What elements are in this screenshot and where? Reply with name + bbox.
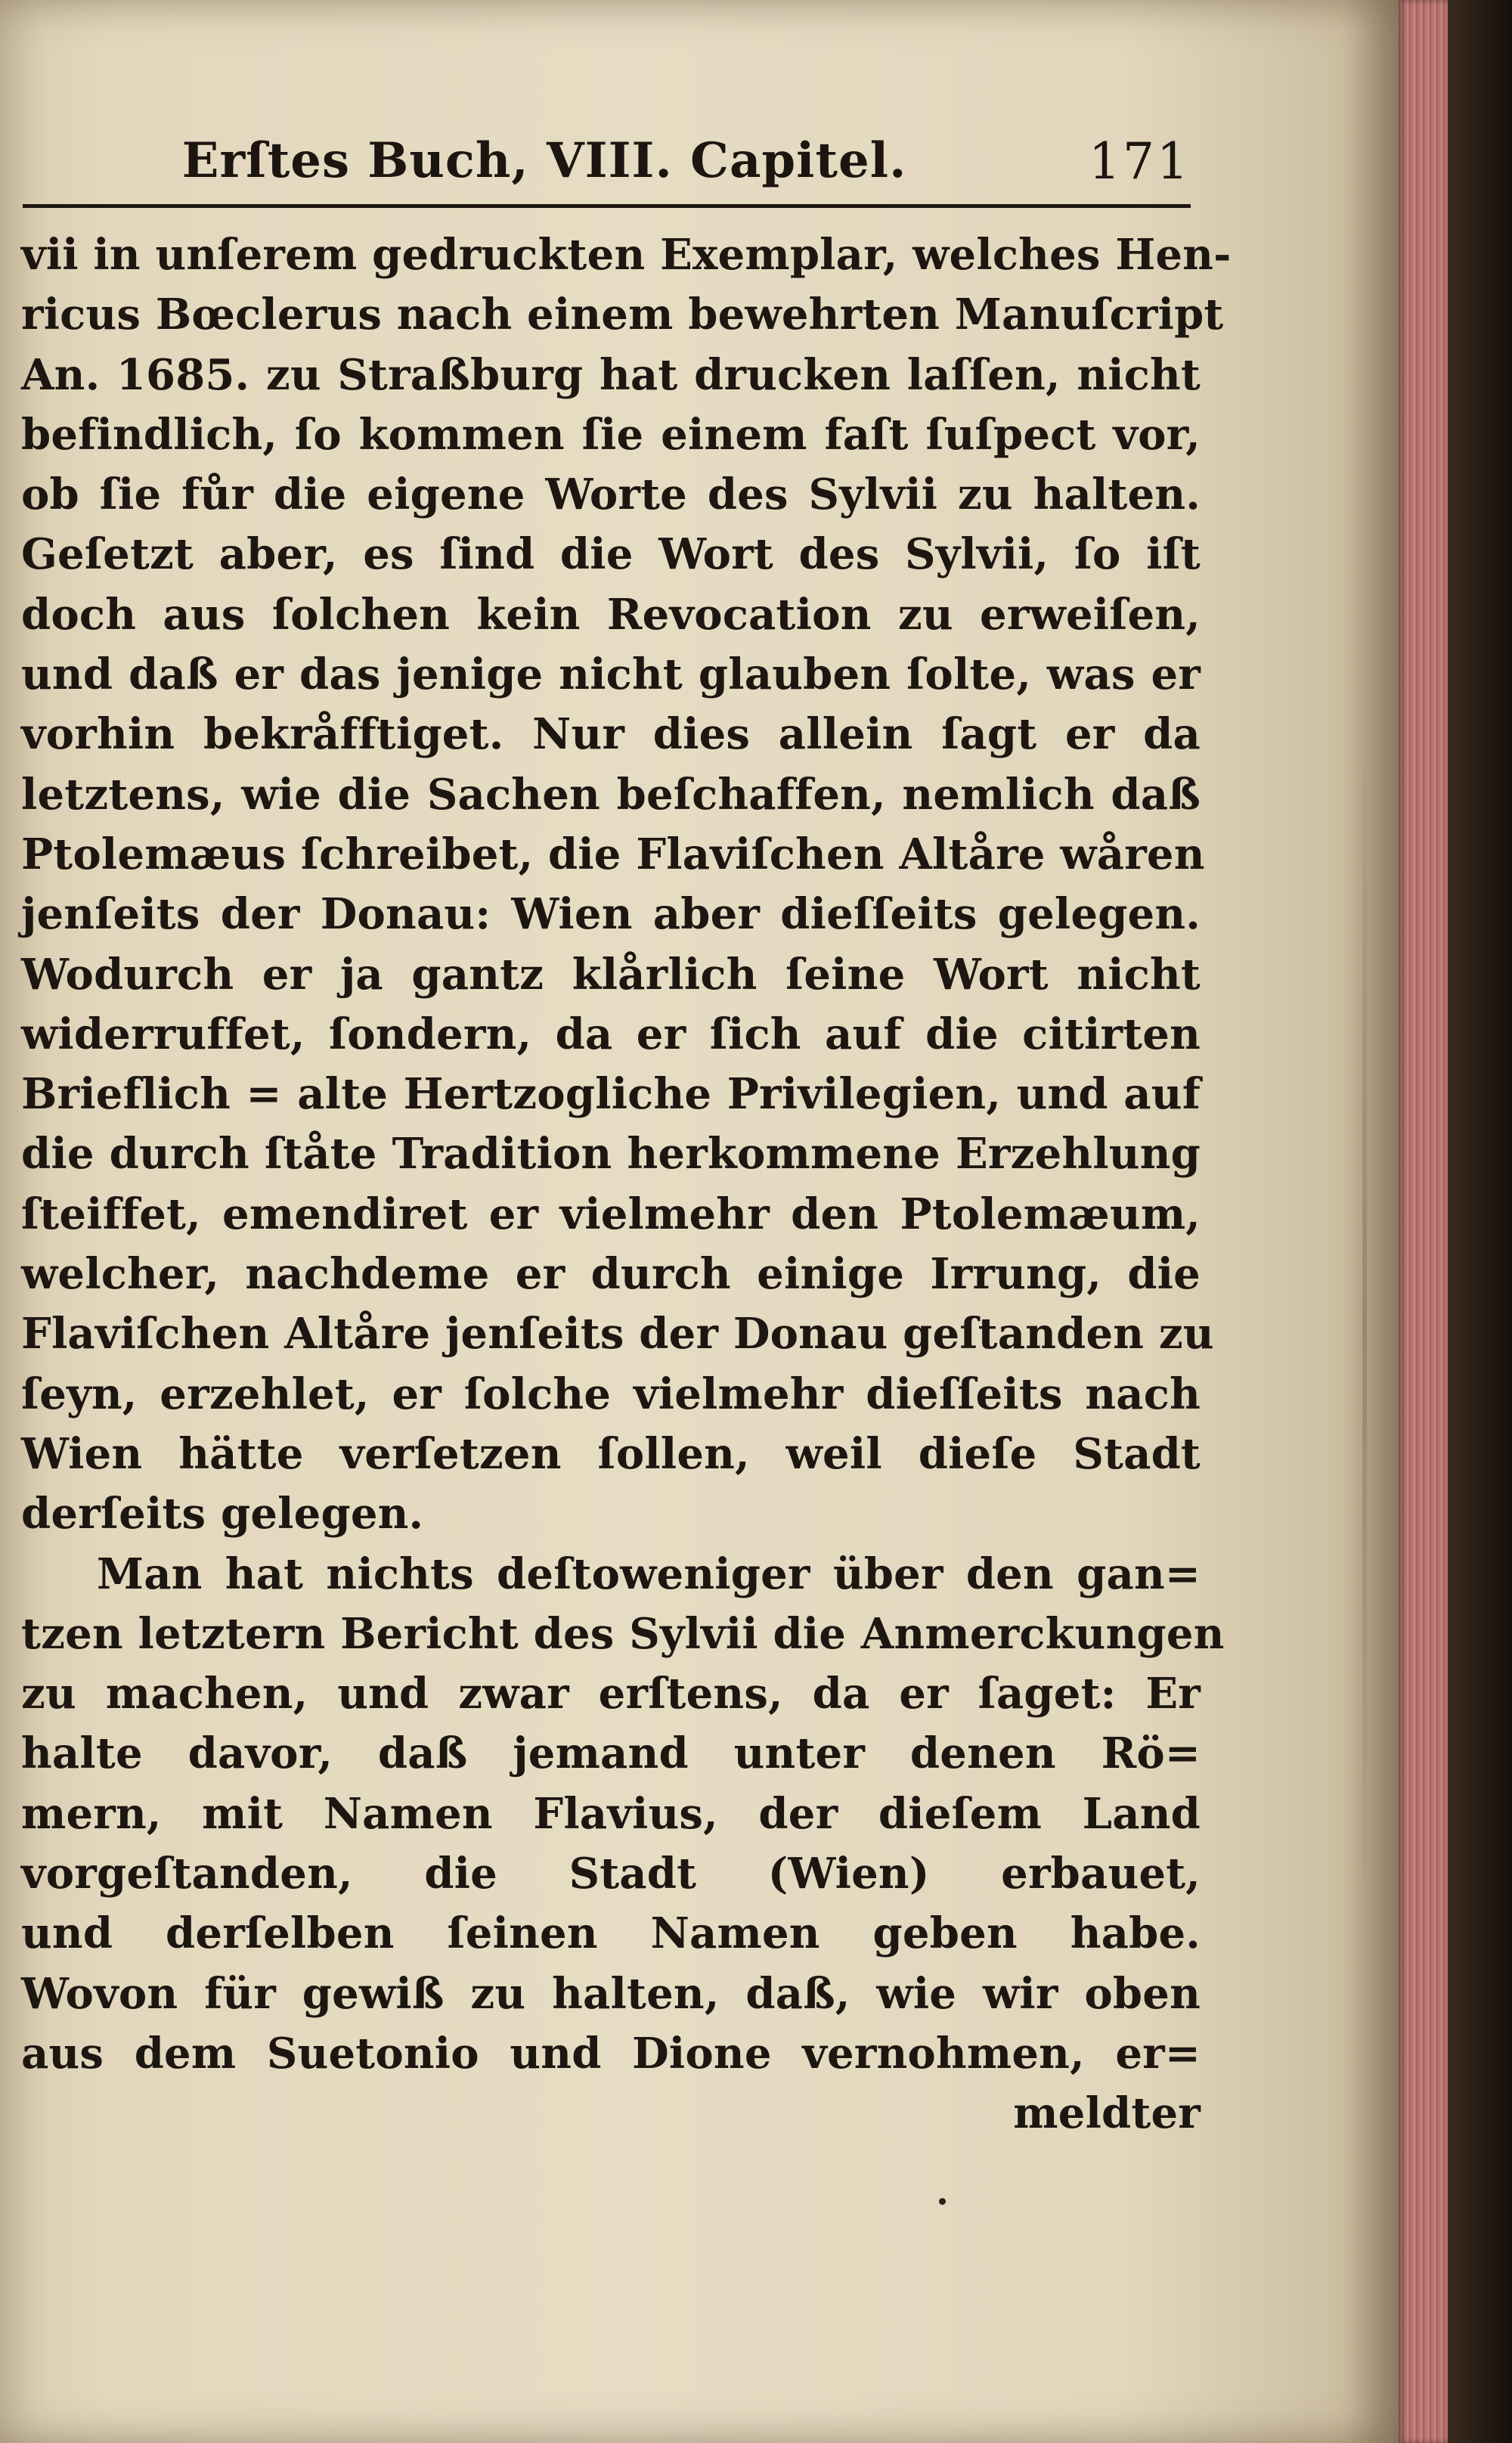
text-line: doch aus ſolchen kein Revocation zu erweiſen,	[21, 589, 1201, 640]
text-line: ricus Bœclerus nach einem bewehrten Manuſcript	[21, 290, 1224, 340]
header-rule	[23, 204, 1191, 208]
page-number: 171	[1089, 132, 1191, 191]
text-line: derſeits gelegen.	[21, 1489, 424, 1539]
text-line: Brieflich = alte Hertzogliche Privilegien, und auf	[21, 1069, 1201, 1120]
body-text	[21, 225, 1232, 2144]
page-gutter-shadow	[1362, 718, 1367, 1928]
text-line: zu machen, und zwar erſtens, da er ſaget: Er	[21, 1669, 1201, 1719]
text-line: ſeyn, erzehlet, er ſolche vielmehr dieſſeits nach	[21, 1369, 1201, 1419]
background-edge	[1448, 0, 1512, 2443]
text-line: Ptolemæus ſchreibet, die Flaviſchen Altåre wåren	[21, 829, 1205, 879]
text-line: tzen letztern Bericht des Sylvii die Anmerckungen	[21, 1608, 1225, 1659]
text-line: ſteiffet, emendiret er vielmehr den Ptolemæum,	[21, 1189, 1201, 1239]
text-line: letztens, wie die Sachen beſchaffen, nemlich daß	[21, 769, 1201, 820]
catchword-row	[21, 2084, 1201, 2144]
text-line: halte davor, daß jemand unter denen Rö=	[21, 1728, 1201, 1779]
text-line: Geſetzt aber, es ſind die Wort des Sylvii, ſo iſt	[21, 529, 1201, 580]
text-line: Wovon für gewiß zu halten, daß, wie wir oben	[21, 1968, 1201, 2019]
text-line: mern, mit Namen Flavius, der dieſem Land	[21, 1788, 1201, 1839]
text-line: Man hat nichts deſtoweniger über den gan=	[97, 1549, 1201, 1599]
page-header	[23, 132, 1191, 200]
text-line: vorhin bekråfftiget. Nur dies allein ſagt er da	[21, 709, 1201, 760]
running-title: Erſtes Buch, VIII. Capitel.	[181, 132, 907, 189]
text-line: vorgeſtanden, die Stadt (Wien) erbauet,	[21, 1849, 1201, 1899]
text-line: Flaviſchen Altåre jenſeits der Donau geſtanden zu	[21, 1309, 1214, 1359]
text-line: befindlich, ſo kommen ſie einem faſt ſuſpect vor,	[21, 409, 1201, 460]
page-edges-red	[1399, 0, 1448, 2443]
text-line: aus dem Suetonio und Dione vernohmen, er=	[21, 2028, 1201, 2079]
text-line: ob ſie fůr die eigene Worte des Sylvii zu halten.	[21, 470, 1201, 520]
ink-dot	[939, 2198, 946, 2205]
text-line: widerruffet, ſondern, da er ſich auf die citirten	[21, 1009, 1201, 1059]
catchword: meldter	[1013, 2088, 1201, 2139]
text-line: vii in unſerem gedruckten Exemplar, welches Hen-	[21, 230, 1232, 280]
text-line: jenſeits der Donau: Wien aber dieſſeits gelegen.	[21, 889, 1201, 940]
text-line: welcher, nachdeme er durch einige Irrung, die	[21, 1249, 1201, 1300]
text-line: die durch ſtåte Tradition herkommene Erzehlung	[21, 1129, 1201, 1180]
text-line: und daß er das jenige nicht glauben ſolte, was er	[21, 650, 1201, 700]
text-line: Wodurch er ja gantz klårlich ſeine Wort nicht	[21, 949, 1201, 1000]
text-line: Wien hätte verſetzen ſollen, weil dieſe Stadt	[21, 1428, 1201, 1479]
text-line: und derſelben ſeinen Namen geben habe.	[21, 1908, 1201, 1959]
text-line: An. 1685. zu Straßburg hat drucken laſſen, nicht	[21, 349, 1201, 400]
